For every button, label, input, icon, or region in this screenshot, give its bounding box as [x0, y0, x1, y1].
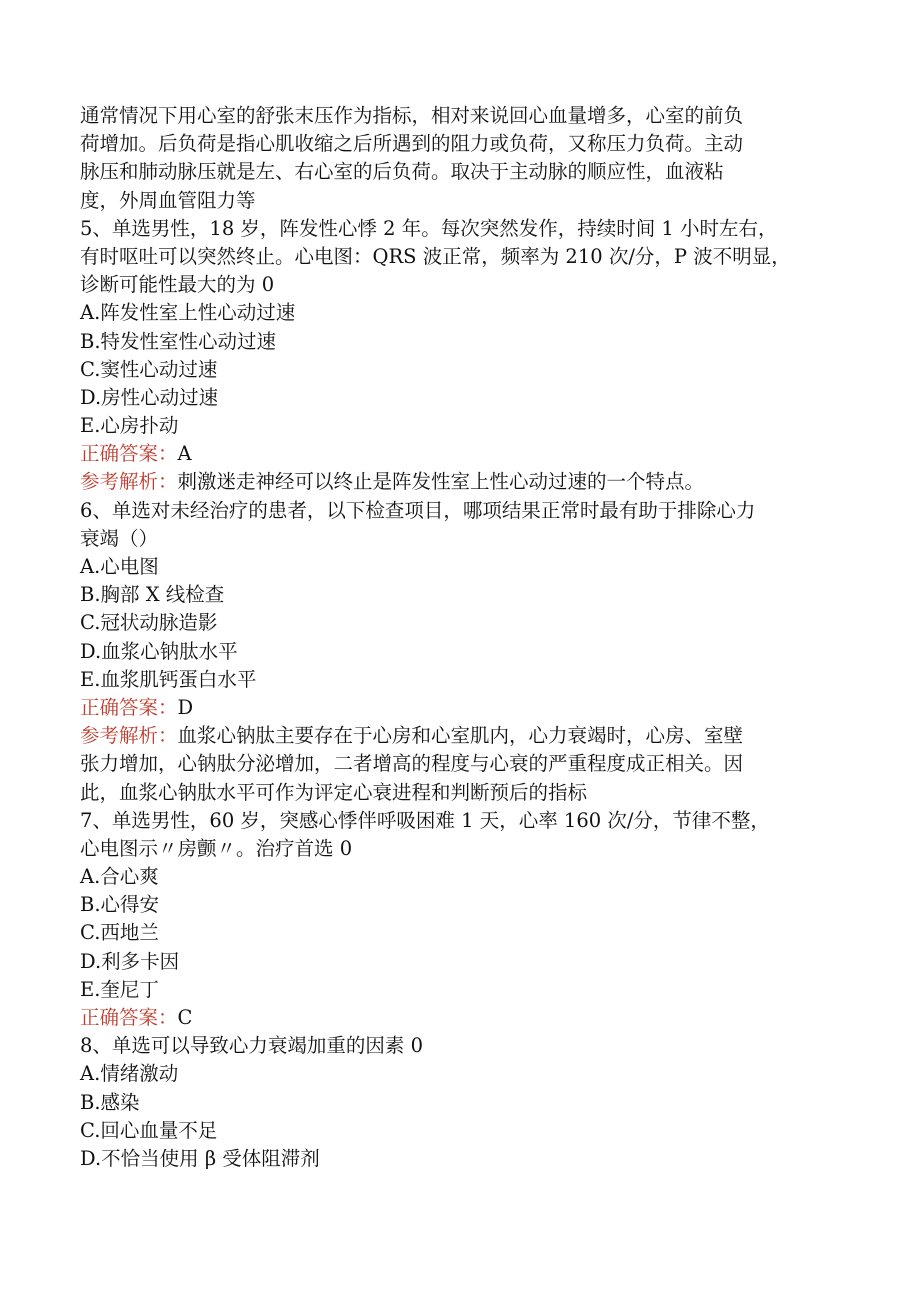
- text-line: 荷增加。后负荷是指心肌收缩之后所遇到的阻力或负荷，又称压力负荷。主动: [80, 132, 744, 156]
- text-line: 此，血浆心钠肽水平可作为评定心衰进程和判断预后的指标: [80, 780, 588, 804]
- text-line: 脉压和肺动脉压就是左、右心室的后负荷。取决于主动脉的顺应性，血液粘: [80, 160, 724, 184]
- text-line: 度，外周血管阻力等: [80, 188, 256, 212]
- text-line: D.利多卡因: [80, 949, 180, 973]
- text-line: E.心房扑动: [80, 414, 179, 438]
- text-line: B.心得安: [80, 893, 160, 917]
- text-line: B.感染: [80, 1090, 140, 1114]
- text-line: 张力增加，心钠肽分泌增加，二者增高的程度与心衰的严重程度成正相关。因: [80, 752, 744, 776]
- text-line: B.胸部 X 线检查: [80, 583, 225, 607]
- text-line: 通常情况下用心室的舒张末压作为指标，相对来说回心血量增多，心室的前负: [80, 104, 744, 127]
- text-line: A.心电图: [80, 555, 159, 578]
- text-line: A.情绪激动: [80, 1062, 179, 1086]
- answer-value: A: [177, 442, 192, 466]
- text-line: E.奎尼丁: [80, 977, 159, 1001]
- explanation-label: 参考解析：: [80, 470, 178, 494]
- document-page: [80, 102, 840, 1173]
- explanation-line: [80, 722, 840, 750]
- text-line: 6、单选对未经治疗的患者，以下检查项目，哪项结果正常时最有助于排除心力: [80, 498, 756, 522]
- answer-label: 正确答案：: [80, 695, 178, 719]
- explanation-text: 血浆心钠肽主要存在于心房和心室肌内，心力衰竭时，心房、室壁: [177, 724, 744, 748]
- text-line: C.冠状动脉造影: [80, 611, 218, 635]
- explanation-label: 参考解析：: [80, 724, 178, 748]
- text-line: C.窦性心动过速: [80, 357, 218, 381]
- explanation-text: 刺激迷走神经可以终止是阵发性室上性心动过速的一个特点。: [177, 470, 705, 494]
- text-line: A.阵发性室上性心动过速: [80, 301, 296, 325]
- text-line: D.房性心动过速: [80, 385, 219, 409]
- text-line: 8、单选可以导致心力衰竭加重的因素 0: [80, 1034, 424, 1058]
- text-line: 5、单选男性，18 岁，阵发性心悸 2 年。每次突然发作，持续时间 1 小时左右，: [80, 216, 778, 240]
- text-line: C.回心血量不足: [80, 1118, 218, 1142]
- text-line: 7、单选男性，60 岁，突感心悸伴呼吸困难 1 天，心率 160 次/分，节律不整，: [80, 808, 770, 832]
- answer-line: [80, 1004, 840, 1032]
- text-line: 心电图示〃房颤〃。治疗首选 0: [80, 836, 353, 860]
- text-line: 衰竭（）: [80, 526, 159, 550]
- text-line: E.血浆肌钙蛋白水平: [80, 667, 257, 691]
- text-line: 有时呕吐可以突然终止。心电图：QRS 波正常，频率为 210 次/分，P 波不明显，: [80, 244, 791, 268]
- answer-label: 正确答案：: [80, 442, 178, 466]
- text-line: 诊断可能性最大的为 0: [80, 273, 275, 297]
- answer-line: [80, 694, 840, 722]
- text-line: D.血浆心钠肽水平: [80, 639, 238, 663]
- text-line: D.不恰当使用 β 受体阻滞剂: [80, 1146, 320, 1170]
- answer-value: D: [177, 695, 194, 719]
- answer-line: [80, 440, 840, 468]
- text-line: A.合心爽: [80, 865, 159, 889]
- explanation-line: [80, 468, 840, 496]
- text-line: B.特发性室性心动过速: [80, 329, 277, 353]
- text-line: C.西地兰: [80, 921, 159, 945]
- answer-value: C: [177, 1006, 193, 1029]
- answer-label: 正确答案：: [80, 1006, 178, 1029]
